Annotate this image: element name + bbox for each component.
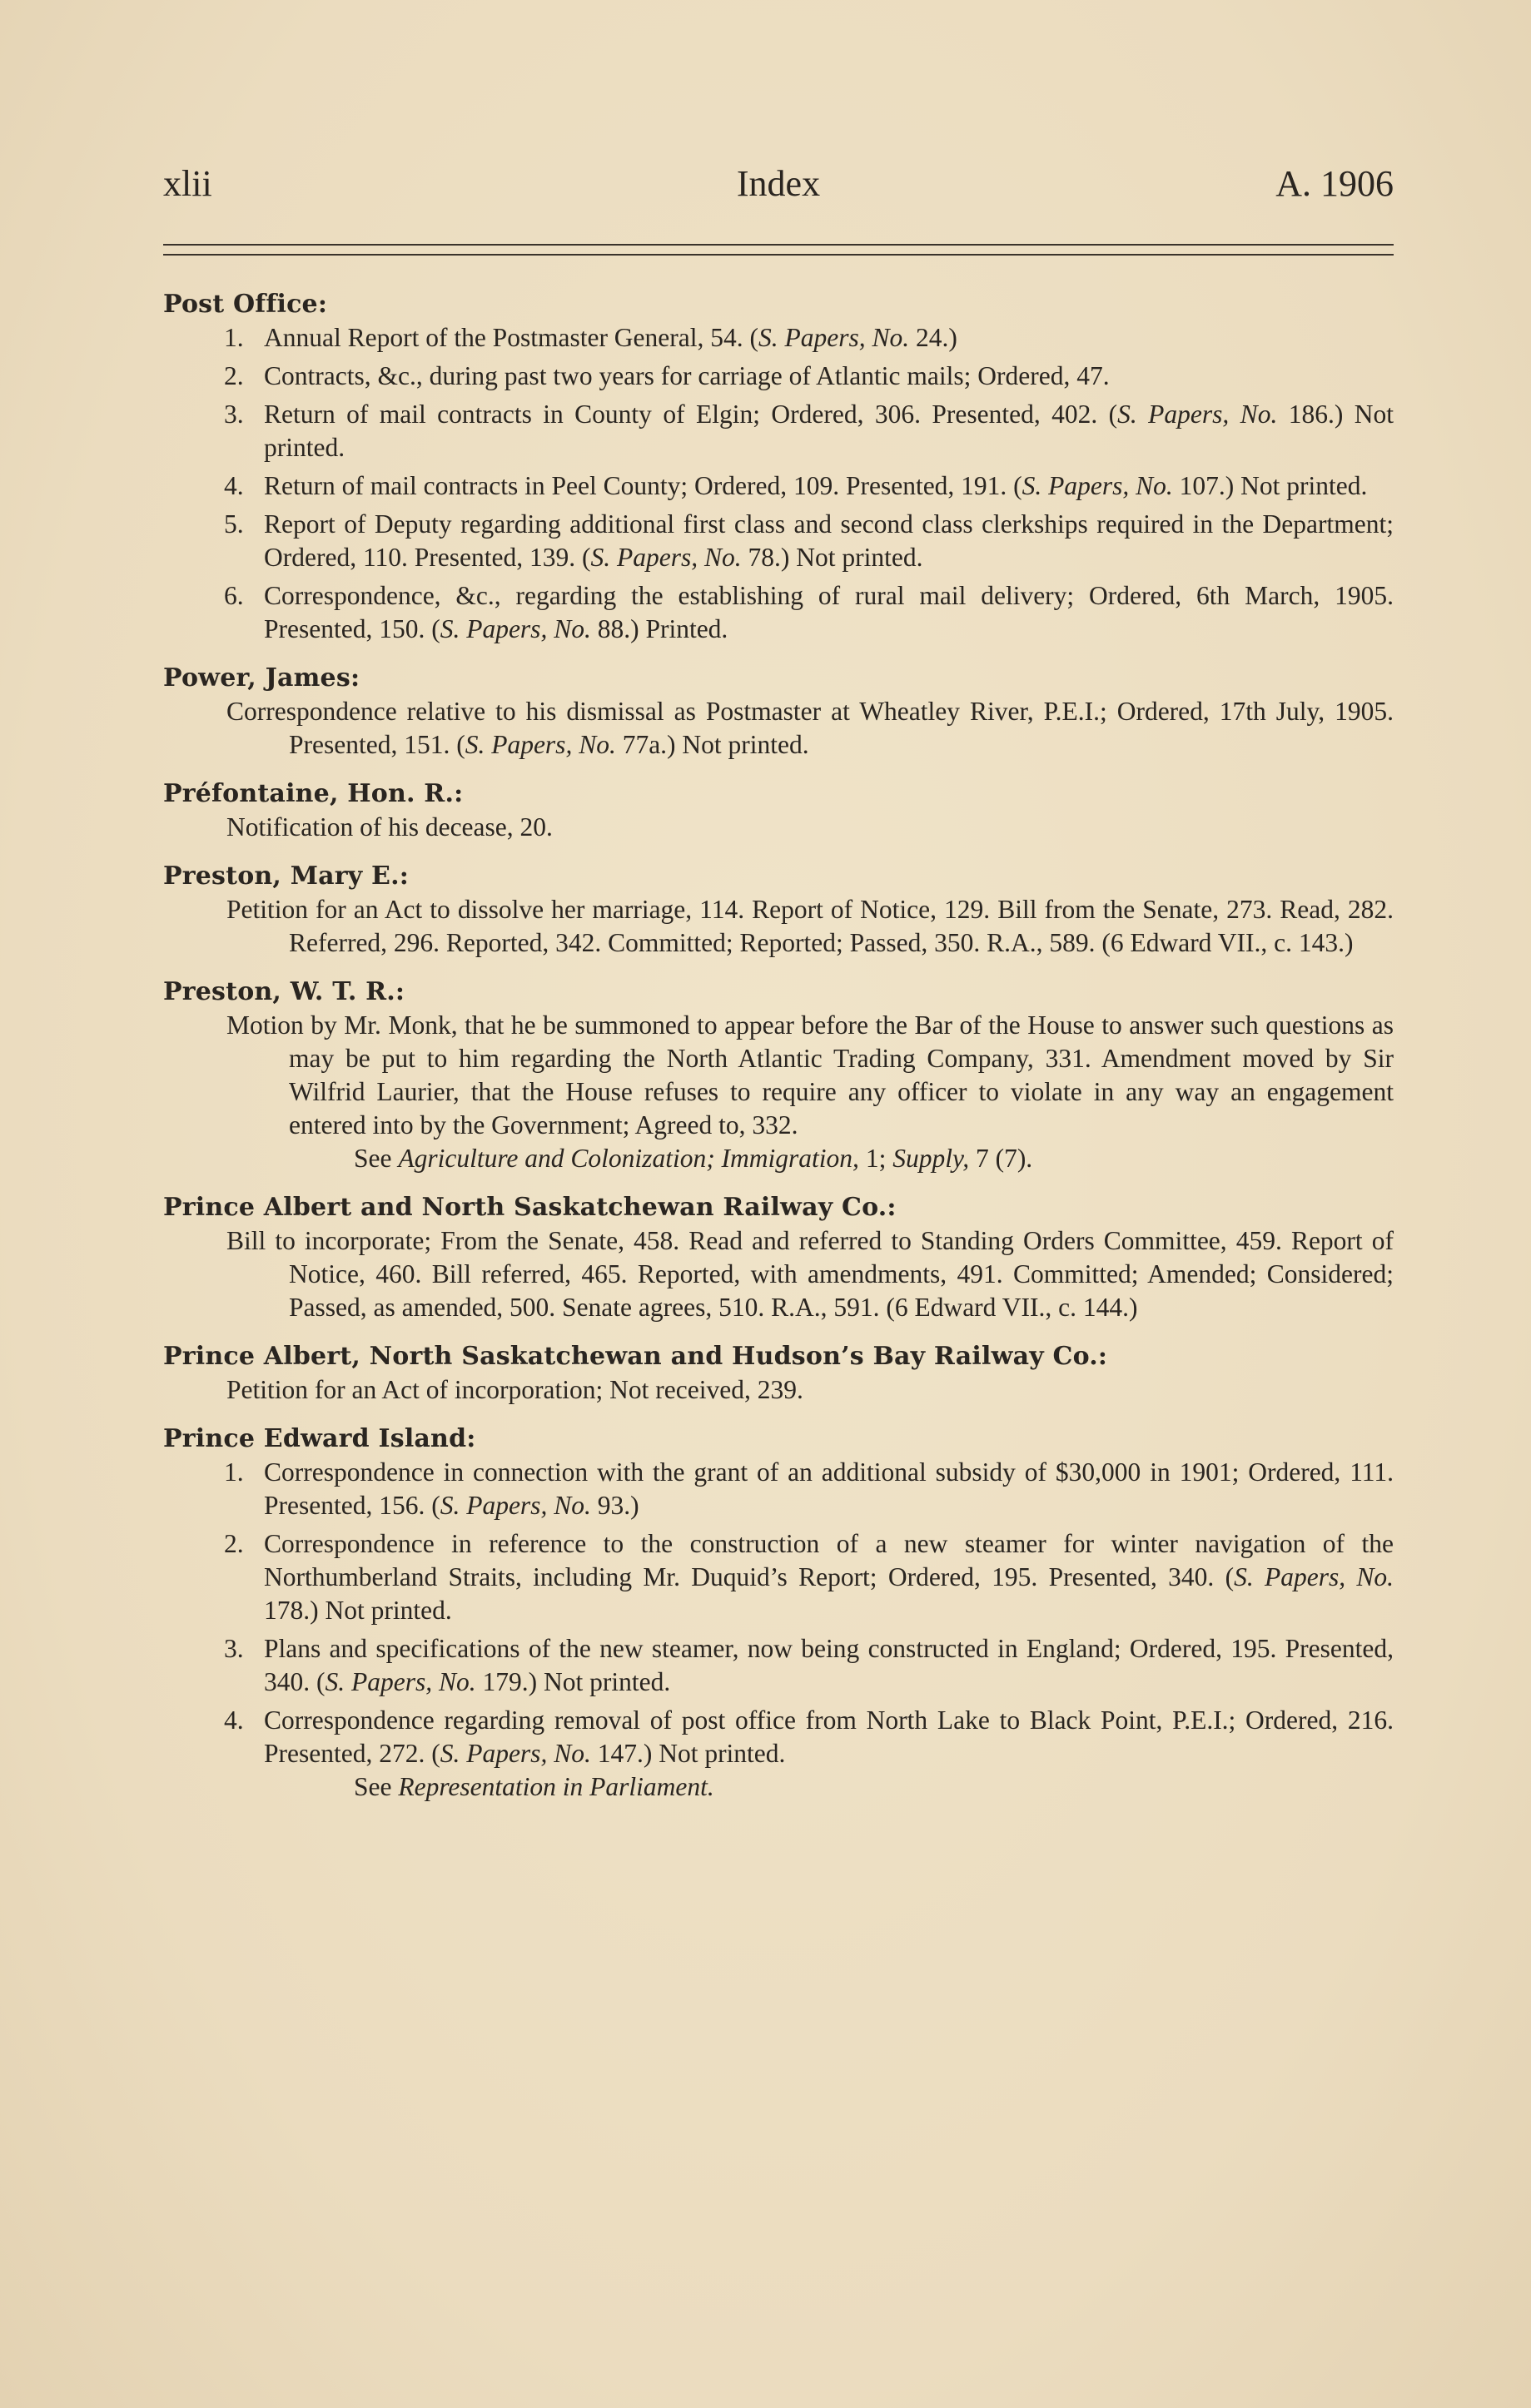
index-entry bbox=[163, 860, 1394, 960]
item-number: 3. bbox=[224, 400, 244, 429]
text-segment: See bbox=[354, 1144, 399, 1173]
page-number: xlii bbox=[163, 163, 212, 204]
text-segment: Petition for an Act to dissolve her marriage, 114. Report of Notice, 129. Bill from the Senate, 273. Read, 282. Referred, 296. Reported, 342. Committed; Reported; Passed, 350. R.A., 589. (6 Edward VII., c. 143.) bbox=[226, 895, 1394, 957]
entry-item bbox=[163, 321, 1394, 355]
text-segment: 178.) Not printed. bbox=[264, 1596, 452, 1625]
italic-text: Supply, bbox=[892, 1144, 970, 1173]
italic-text: S. Papers, No. bbox=[440, 1739, 591, 1768]
text-segment: Correspondence, &c., regarding the establishing of rural mail delivery; Ordered, 6th March, 1905. Presented, 150. ( bbox=[264, 581, 1394, 643]
entry-title: Préfontaine, Hon. R.: bbox=[163, 779, 464, 808]
entry-item bbox=[163, 1632, 1394, 1699]
header-rule-top bbox=[163, 244, 1394, 246]
see-reference bbox=[163, 1770, 1394, 1804]
entry-item bbox=[163, 1224, 1394, 1324]
text-segment: Correspondence regarding removal of post office from North Lake to Black Point, P.E.I.; Ordered, 216. Presented, 272. ( bbox=[264, 1705, 1394, 1768]
italic-text: S. Papers, No. bbox=[590, 543, 742, 572]
running-title: Index bbox=[736, 163, 821, 204]
text-segment: 107.) Not printed. bbox=[1172, 471, 1368, 500]
text-segment: Plans and specifications of the new steamer, now being constructed in England; Ordered, 195. Presented, 340. ( bbox=[264, 1634, 1394, 1696]
entry-item bbox=[163, 1456, 1394, 1522]
text-segment: Correspondence in connection with the grant of an additional subsidy of $30,000 in 1901; Ordered, 111. Presented, 156. ( bbox=[264, 1457, 1394, 1520]
text-segment: Motion by Mr. Monk, that he be summoned to appear before the Bar of the House to answer such questions as may be put to him regarding the North Atlantic Trading Company, 331. Amendment moved by Sir Wilfrid Laurier, that the House refuses to require any officer to violate in any way an engagement entered into by the Government; Agreed to, 332. bbox=[226, 1010, 1394, 1139]
text-segment: 88.) Printed. bbox=[590, 614, 728, 643]
item-number: 5. bbox=[224, 509, 244, 539]
index-entry bbox=[163, 662, 1394, 762]
index-entry bbox=[163, 777, 1394, 844]
text-segment: 78.) Not printed. bbox=[741, 543, 923, 572]
italic-text: Agriculture and Colonization; Immigration, bbox=[398, 1144, 859, 1173]
text-segment: See bbox=[354, 1772, 399, 1801]
text-segment: 93.) bbox=[590, 1491, 639, 1520]
page-header bbox=[163, 162, 1394, 212]
text-segment: 24.) bbox=[909, 323, 957, 352]
text-segment: 7 (7). bbox=[969, 1144, 1033, 1173]
text-segment: Petition for an Act of incorporation; Not received, 239. bbox=[226, 1375, 803, 1404]
item-number: 1. bbox=[224, 323, 244, 352]
see-reference bbox=[163, 1142, 1394, 1175]
italic-text: S. Papers, No. bbox=[758, 323, 910, 352]
text-segment: 1; bbox=[858, 1144, 893, 1173]
text-segment: Report of Deputy regarding additional first class and second class clerkships required in the Department; Ordered, 110. Presented, 139. ( bbox=[264, 509, 1394, 572]
italic-text: S. Papers, No. bbox=[1021, 471, 1173, 500]
text-segment: 179.) Not printed. bbox=[475, 1667, 671, 1696]
entry-title: Prince Edward Island: bbox=[163, 1424, 476, 1453]
italic-text: S. Papers, No. bbox=[440, 1491, 591, 1520]
italic-text: Representation in Parliament. bbox=[398, 1772, 714, 1801]
entry-item bbox=[163, 360, 1394, 393]
entry-item bbox=[163, 579, 1394, 646]
entry-item bbox=[163, 508, 1394, 574]
item-number: 2. bbox=[224, 1529, 244, 1558]
italic-text: S. Papers, No. bbox=[440, 614, 591, 643]
item-number: 1. bbox=[224, 1457, 244, 1487]
text-segment: Annual Report of the Postmaster General, 54. ( bbox=[264, 323, 758, 352]
entry-item bbox=[163, 1527, 1394, 1627]
text-segment: Correspondence relative to his dismissal as Postmaster at Wheatley River, P.E.I.; Ordered, 17th July, 1905. Presented, 151. ( bbox=[226, 697, 1394, 759]
italic-text: S. Papers, No. bbox=[1117, 400, 1278, 429]
item-number: 6. bbox=[224, 581, 244, 610]
text-segment: Bill to incorporate; From the Senate, 458. Read and referred to Standing Orders Committee, 459. Report of Notice, 460. Bill referred, 465. Reported, with amendments, 491. Committed; Amended; Considered; Passed, as amended, 500. Senate agrees, 510. R.A., 591. (6 Edward VII., c. 144.) bbox=[226, 1226, 1394, 1322]
entry-title: Preston, Mary E.: bbox=[163, 861, 410, 891]
italic-text: S. Papers, No. bbox=[1234, 1562, 1394, 1591]
item-number: 4. bbox=[224, 1705, 244, 1735]
text-segment: Notification of his decease, 20. bbox=[226, 812, 553, 842]
text-segment: Correspondence in reference to the construction of a new steamer for winter navigation of the Northumberland Straits, including Mr. Duquid’s Report; Ordered, 195. Presented, 340. ( bbox=[264, 1529, 1394, 1591]
entry-item bbox=[163, 469, 1394, 503]
italic-text: S. Papers, No. bbox=[465, 730, 616, 759]
item-number: 4. bbox=[224, 471, 244, 500]
text-segment: 77a.) Not printed. bbox=[615, 730, 809, 759]
entry-title: Post Office: bbox=[163, 290, 328, 319]
text-segment: Return of mail contracts in Peel County; Ordered, 109. Presented, 191. ( bbox=[264, 471, 1022, 500]
item-number: 3. bbox=[224, 1634, 244, 1663]
volume-year: A. 1906 bbox=[1275, 163, 1394, 204]
index-entry bbox=[163, 976, 1394, 1175]
entry-item bbox=[163, 893, 1394, 960]
text-segment: Contracts, &c., during past two years for carriage of Atlantic mails; Ordered, 47. bbox=[264, 361, 1110, 390]
entry-title: Power, James: bbox=[163, 663, 360, 693]
text-segment: Return of mail contracts in County of Elgin; Ordered, 306. Presented, 402. ( bbox=[264, 400, 1118, 429]
entry-item bbox=[163, 1704, 1394, 1770]
entry-item bbox=[163, 398, 1394, 464]
entry-title: Prince Albert and North Saskatchewan Railway Co.: bbox=[163, 1193, 897, 1222]
index-entry bbox=[163, 1191, 1394, 1324]
index-content bbox=[163, 288, 1394, 1804]
item-number: 2. bbox=[224, 361, 244, 390]
entry-item bbox=[163, 1009, 1394, 1142]
italic-text: S. Papers, No. bbox=[325, 1667, 476, 1696]
text-segment: 147.) Not printed. bbox=[590, 1739, 786, 1768]
header-rule-bottom bbox=[163, 254, 1394, 256]
entry-item bbox=[163, 1373, 1394, 1407]
index-entry bbox=[163, 1340, 1394, 1407]
entry-title: Prince Albert, North Saskatchewan and Hudson’s Bay Railway Co.: bbox=[163, 1342, 1108, 1371]
index-entry bbox=[163, 1422, 1394, 1804]
entry-title: Preston, W. T. R.: bbox=[163, 977, 405, 1006]
text-segment: 186.) Not printed. bbox=[264, 400, 1394, 462]
entry-item bbox=[163, 811, 1394, 844]
index-entry bbox=[163, 288, 1394, 646]
entry-item bbox=[163, 695, 1394, 762]
